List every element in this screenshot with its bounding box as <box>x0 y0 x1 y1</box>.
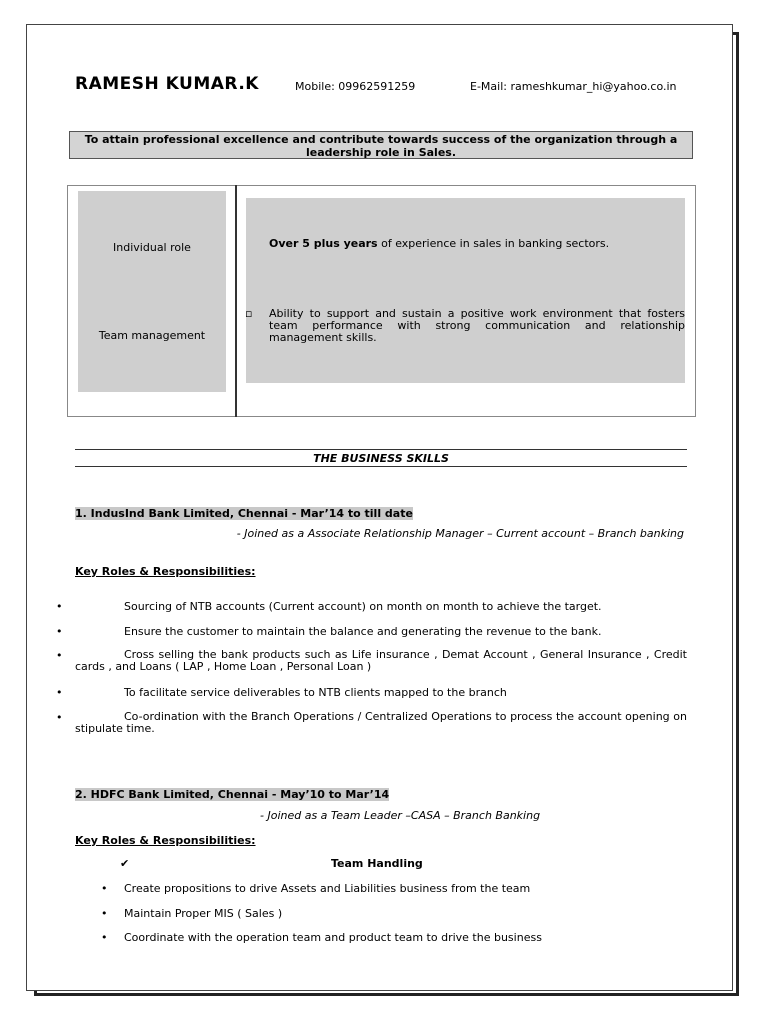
bullet-icon: • <box>56 600 63 613</box>
job1-item-3: Cross selling the bank products such as Life insurance , Demat Account , General Insurance , Credit cards , and Loans ( LAP , Home Loan , Personal Loan ) <box>75 648 687 673</box>
bullet-icon: • <box>56 649 63 662</box>
job2-key-roles-label: Key Roles & Responsibilities: <box>75 834 256 847</box>
objective-statement: To attain professional excellence and contribute towards success of the organization through a leadership role in Sales. <box>69 131 693 159</box>
section-rule-top <box>75 449 687 450</box>
summary-left-panel <box>78 191 226 392</box>
job2-item-2: Maintain Proper MIS ( Sales ) <box>124 907 283 920</box>
summary-divider <box>235 185 237 417</box>
job1-role: - Joined as a Associate Relationship Manager – Current account – Branch banking <box>236 527 684 540</box>
experience-text: of experience in sales in banking sectors. <box>377 237 610 250</box>
job1-item-5: Co-ordination with the Branch Operations / Centralized Operations to process the account opening on stipulate time. <box>75 710 687 735</box>
experience-summary <box>269 237 609 250</box>
bullet-icon: • <box>101 907 108 920</box>
summary-right-panel <box>246 198 685 383</box>
job1-key-roles-label: Key Roles & Responsibilities: <box>75 565 256 578</box>
experience-years: Over 5 plus years <box>269 237 378 250</box>
bullet-icon: • <box>56 686 63 699</box>
bullet-icon: • <box>101 882 108 895</box>
section-title: THE BUSINESS SKILLS <box>313 452 449 465</box>
label-individual-role: Individual role <box>113 241 191 254</box>
bullet-icon: • <box>56 625 63 638</box>
bullet-icon: • <box>101 931 108 944</box>
label-team-management: Team management <box>98 329 206 342</box>
mobile-number: Mobile: 09962591259 <box>295 80 416 93</box>
job1-title: 1. IndusInd Bank Limited, Chennai - Mar’14 to till date <box>75 507 413 520</box>
bullet-icon: • <box>56 711 63 724</box>
job2-role: - Joined as a Team Leader –CASA – Branch Banking <box>260 809 541 822</box>
job2-item-1: Create propositions to drive Assets and Liabilities business from the team <box>124 882 531 895</box>
job2-title: 2. HDFC Bank Limited, Chennai - May’10 to Mar’14 <box>75 788 390 801</box>
job2-item-3: Coordinate with the operation team and product team to drive the business <box>124 931 542 944</box>
job1-item-2: Ensure the customer to maintain the balance and generating the revenue to the bank. <box>124 625 602 638</box>
checkmark-icon: ✔ <box>120 857 130 870</box>
hollow-bullet-icon: ▫ <box>245 307 253 320</box>
job1-item-1: Sourcing of NTB accounts (Current account) on month on month to achieve the target. <box>124 600 602 613</box>
email-address: E-Mail: rameshkumar_hi@yahoo.co.in <box>470 80 677 93</box>
team-handling-heading: Team Handling <box>331 857 423 870</box>
section-rule-bottom <box>75 466 687 467</box>
candidate-name: RAMESH KUMAR.K <box>75 74 259 94</box>
job1-item-4: To facilitate service deliverables to NTB clients mapped to the branch <box>124 686 507 699</box>
ability-statement: Ability to support and sustain a positive work environment that fosters team performance with strong communication and relationship management skills. <box>269 307 685 344</box>
